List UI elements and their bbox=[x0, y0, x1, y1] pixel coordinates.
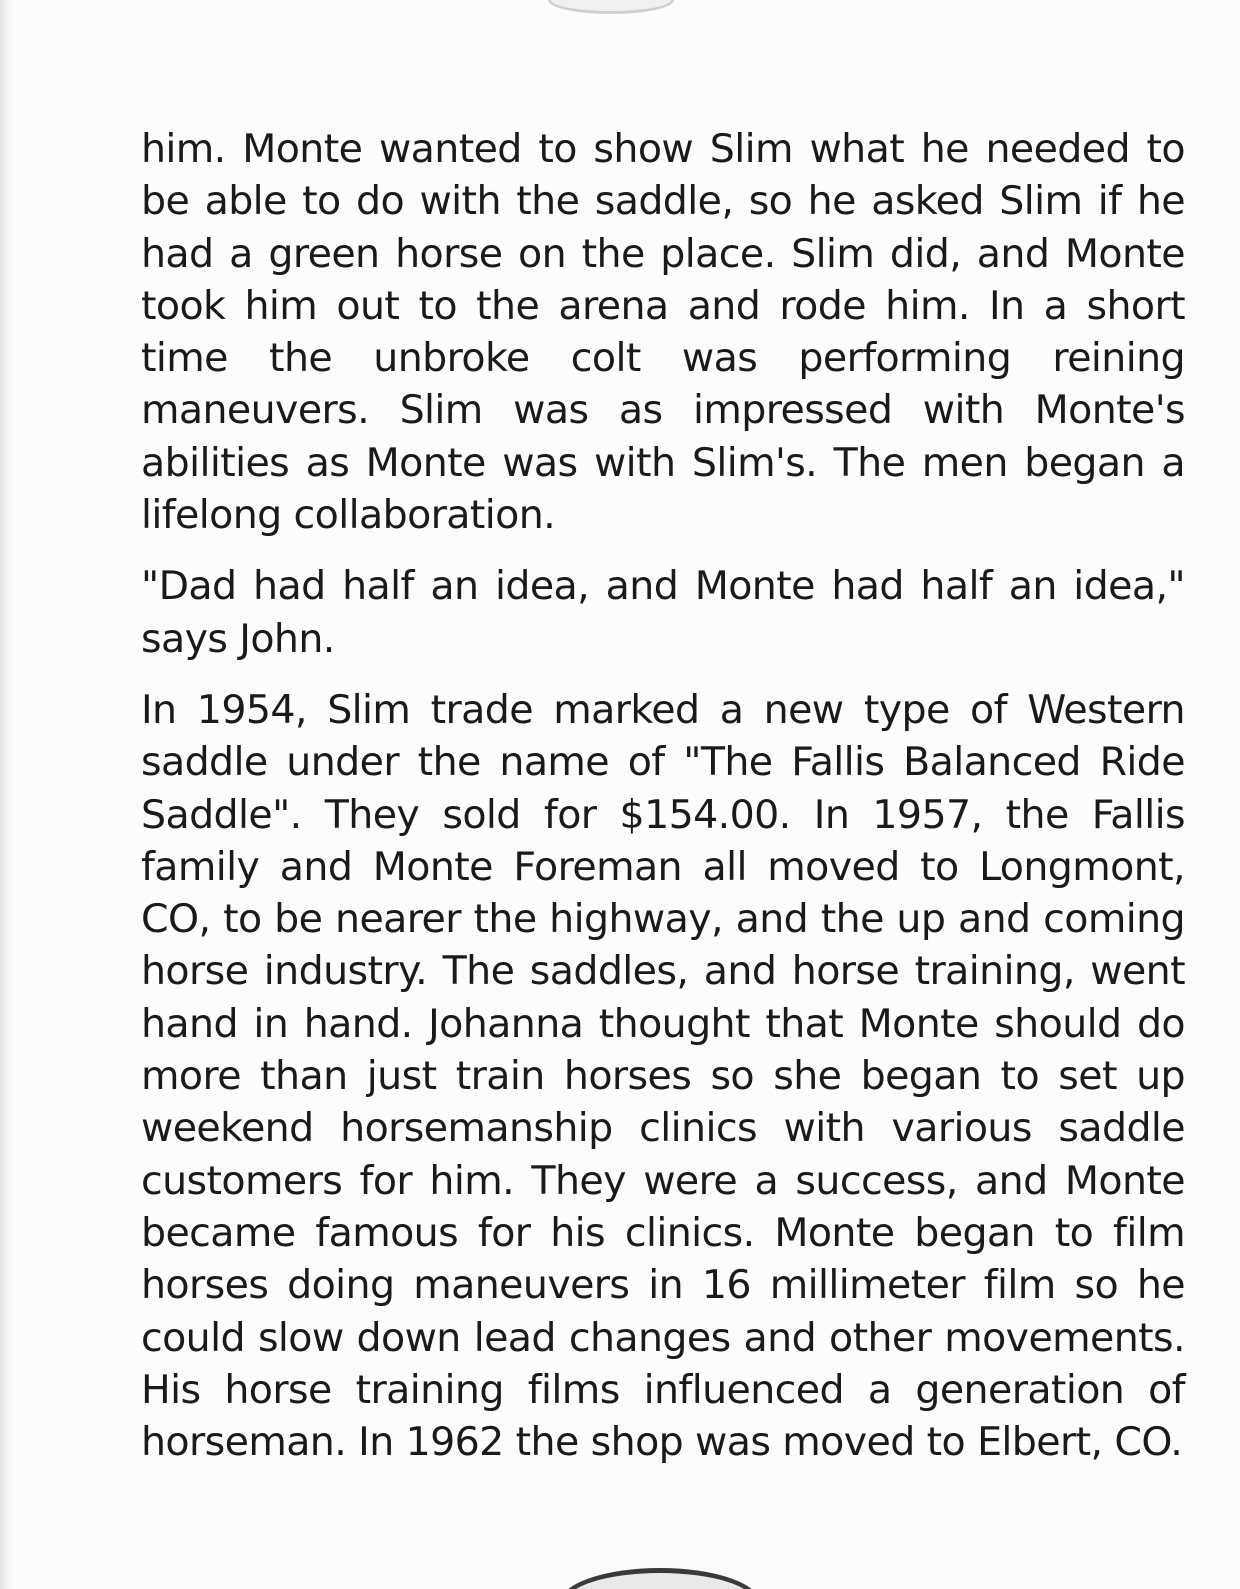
paragraph-collaboration: him. Monte wanted to show Slim what he needed to be able to do with the saddle, so he asked Slim if he had a green horse on the place. Slim did, and Monte took him out to the arena and rode him. In a short time the unbroke colt was performing reining maneuvers. Slim was as impressed with Monte's abilities as Monte was with Slim's. The men began a lifelong collaboration. bbox=[141, 126, 1185, 539]
paragraph-quote: "Dad had half an idea, and Monte had half an idea," says John. bbox=[141, 563, 1185, 662]
paragraph-history: In 1954, Slim trade marked a new type of Western saddle under the name of "The Fallis Balanced Ride Saddle". They sold for $154.00. In 1957, the Fallis family and Monte Foreman all moved to Longmont, CO, to be nearer the highway, and the up and coming horse industry. The saddles, and horse training, went hand in hand. Johanna thought that Monte should do more than just train horses so she began to set up weekend horsemanship clinics with various saddle customers for him. They were a success, and Monte became famous for his clinics. Monte began to film horses doing maneuvers in 16 millimeter film so he could slow down lead changes and other movements. His horse training films influenced a generation of horseman. In 1962 the shop was moved to Elbert, CO. bbox=[141, 686, 1185, 1466]
page-binding-edge bbox=[0, 0, 14, 1589]
bottom-decorative-arc bbox=[560, 1568, 760, 1589]
top-decorative-arc bbox=[548, 0, 674, 14]
article-body bbox=[141, 123, 1185, 1468]
